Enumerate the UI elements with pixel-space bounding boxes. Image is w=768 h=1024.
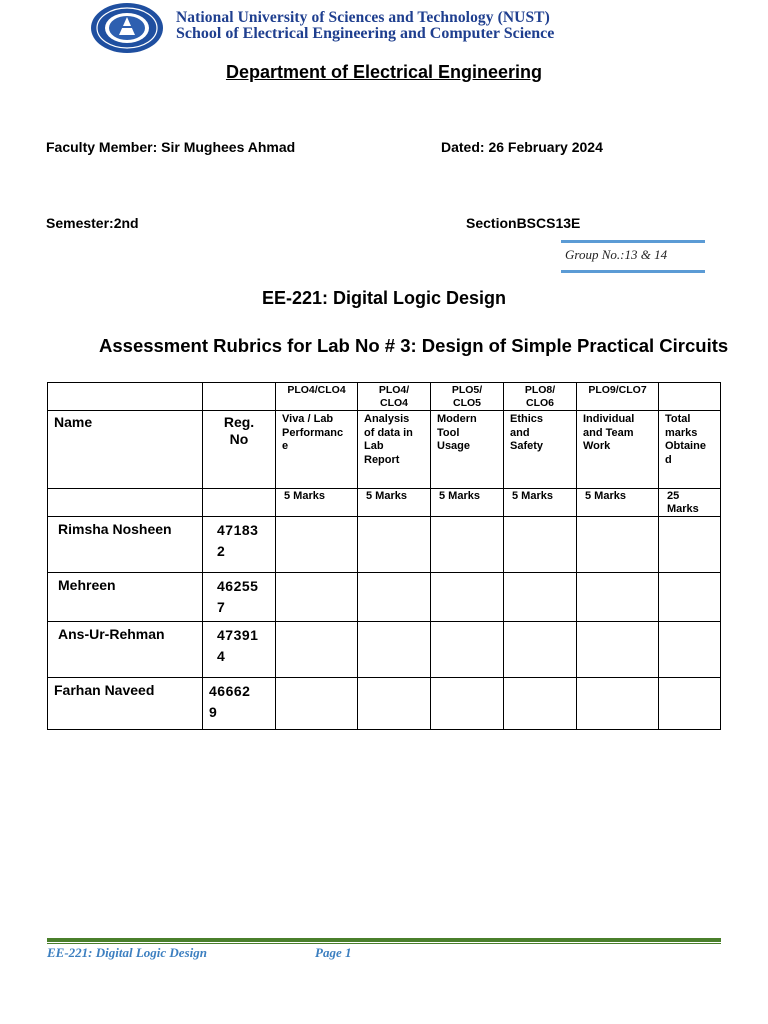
score-cell[interactable] [504, 678, 577, 730]
school-name: School of Electrical Engineering and Computer Science [176, 25, 555, 42]
marks-row [48, 489, 721, 517]
student-reg: 47183 2 [203, 517, 276, 573]
score-cell[interactable] [504, 517, 577, 573]
footer-rule [47, 938, 721, 942]
nust-crest-icon [90, 2, 164, 54]
date: Dated: 26 February 2024 [441, 139, 603, 155]
score-cell[interactable] [358, 622, 431, 678]
score-cell[interactable] [276, 573, 358, 622]
empty-cell [203, 489, 276, 517]
score-cell[interactable] [659, 622, 721, 678]
score-cell[interactable] [358, 678, 431, 730]
score-cell[interactable] [659, 678, 721, 730]
faculty-member: Faculty Member: Sir Mughees Ahmad [46, 139, 296, 155]
student-name: Farhan Naveed [48, 678, 203, 730]
group-box [561, 240, 705, 273]
student-name: Mehreen [48, 573, 203, 622]
plo-cell: PLO8/ CLO6 [504, 383, 577, 411]
group-number: Group No.:13 & 14 [565, 247, 668, 262]
criteria-cell: Modern Tool Usage [431, 411, 504, 489]
plo-cell: PLO4/CLO4 [276, 383, 358, 411]
reg-header: Reg. No [203, 411, 276, 489]
marks-cell: 5 Marks [504, 489, 577, 517]
section: SectionBSCS13E [466, 215, 581, 231]
name-header: Name [48, 411, 203, 489]
empty-cell [203, 383, 276, 411]
table-row [48, 517, 721, 573]
criteria-cell: Total marks Obtaine d [659, 411, 721, 489]
score-cell[interactable] [276, 517, 358, 573]
empty-cell [48, 383, 203, 411]
criteria-cell: Ethics and Safety [504, 411, 577, 489]
rubric-title: Assessment Rubrics for Lab No # 3: Design of Simple Practical Circuits [99, 335, 729, 356]
student-reg: 46255 7 [203, 573, 276, 622]
score-cell[interactable] [431, 517, 504, 573]
score-cell[interactable] [577, 678, 659, 730]
marks-cell: 5 Marks [358, 489, 431, 517]
course-title: EE-221: Digital Logic Design [261, 288, 507, 308]
student-name: Rimsha Nosheen [48, 517, 203, 573]
score-cell[interactable] [659, 517, 721, 573]
score-cell[interactable] [358, 517, 431, 573]
criteria-cell: Analysis of data in Lab Report [358, 411, 431, 489]
empty-cell [48, 489, 203, 517]
marks-cell: 5 Marks [431, 489, 504, 517]
score-cell[interactable] [577, 573, 659, 622]
empty-cell [659, 383, 721, 411]
marks-cell: 5 Marks [276, 489, 358, 517]
student-reg: 46662 9 [203, 678, 276, 730]
table-row [48, 678, 721, 730]
plo-row [48, 383, 721, 411]
score-cell[interactable] [504, 622, 577, 678]
table-row [48, 622, 721, 678]
score-cell[interactable] [504, 573, 577, 622]
score-cell[interactable] [358, 573, 431, 622]
criteria-cell: Individual and Team Work [577, 411, 659, 489]
table-row [48, 573, 721, 622]
score-cell[interactable] [431, 622, 504, 678]
score-cell[interactable] [276, 622, 358, 678]
footer-rule-thin [47, 943, 721, 944]
footer-page: Page 1 [315, 945, 352, 960]
university-name: National University of Sciences and Technology (NUST) [176, 9, 550, 26]
marks-cell: 5 Marks [577, 489, 659, 517]
score-cell[interactable] [577, 517, 659, 573]
score-cell[interactable] [431, 678, 504, 730]
plo-cell: PLO5/ CLO5 [431, 383, 504, 411]
rubric-table [47, 382, 721, 730]
semester: Semester:2nd [46, 215, 139, 231]
plo-cell: PLO4/ CLO4 [358, 383, 431, 411]
score-cell[interactable] [431, 573, 504, 622]
footer-course: EE-221: Digital Logic Design [47, 945, 207, 960]
plo-cell: PLO9/CLO7 [577, 383, 659, 411]
criteria-cell: Viva / Lab Performanc e [276, 411, 358, 489]
score-cell[interactable] [659, 573, 721, 622]
student-name: Ans-Ur-Rehman [48, 622, 203, 678]
marks-cell: 25 Marks [659, 489, 721, 517]
score-cell[interactable] [276, 678, 358, 730]
criteria-row [48, 411, 721, 489]
score-cell[interactable] [577, 622, 659, 678]
department-title: Department of Electrical Engineering [225, 62, 543, 82]
student-reg: 47391 4 [203, 622, 276, 678]
